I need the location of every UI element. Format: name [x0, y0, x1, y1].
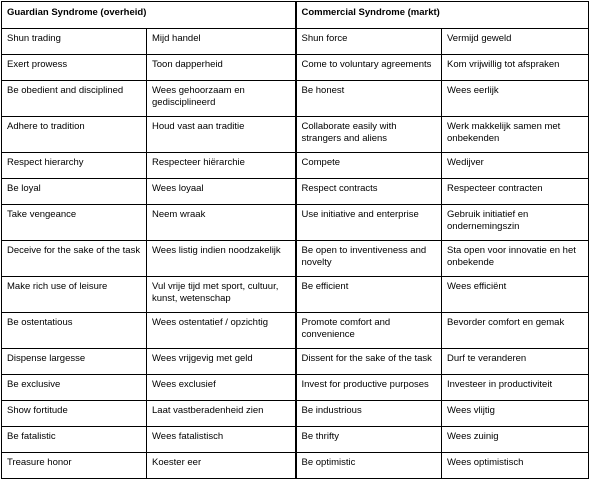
- table-row: [2, 375, 589, 401]
- guardian-dutch-cell: Vul vrije tijd met sport, cultuur, kunst, wetenschap: [147, 277, 296, 313]
- guardian-english-cell: Respect hierarchy: [2, 153, 147, 179]
- table-row: [2, 117, 589, 153]
- table-row: [2, 277, 589, 313]
- commercial-dutch-cell: Respecteer contracten: [442, 179, 589, 205]
- commercial-english-cell: Invest for productive purposes: [296, 375, 442, 401]
- guardian-dutch-cell: Toon dapperheid: [147, 55, 296, 81]
- table-row: [2, 153, 589, 179]
- guardian-dutch-cell: Respecteer hiërarchie: [147, 153, 296, 179]
- guardian-english-cell: Be obedient and disciplined: [2, 81, 147, 117]
- commercial-english-cell: Be industrious: [296, 401, 442, 427]
- commercial-english-cell: Dissent for the sake of the task: [296, 349, 442, 375]
- table-row: [2, 241, 589, 277]
- commercial-dutch-cell: Wedijver: [442, 153, 589, 179]
- table-row: [2, 205, 589, 241]
- table-row: [2, 349, 589, 375]
- commercial-english-cell: Come to voluntary agreements: [296, 55, 442, 81]
- table-row: [2, 313, 589, 349]
- commercial-english-cell: Shun force: [296, 29, 442, 55]
- table-row: [2, 179, 589, 205]
- table-row: [2, 55, 589, 81]
- guardian-dutch-cell: Wees gehoorzaam en gedisciplineerd: [147, 81, 296, 117]
- commercial-dutch-cell: Vermijd geweld: [442, 29, 589, 55]
- guardian-dutch-cell: Koester eer: [147, 453, 296, 479]
- commercial-english-cell: Be honest: [296, 81, 442, 117]
- guardian-dutch-cell: Wees loyaal: [147, 179, 296, 205]
- guardian-dutch-cell: Mijd handel: [147, 29, 296, 55]
- commercial-english-cell: Promote comfort and convenience: [296, 313, 442, 349]
- guardian-dutch-cell: Neem wraak: [147, 205, 296, 241]
- commercial-dutch-cell: Investeer in productiviteit: [442, 375, 589, 401]
- guardian-dutch-cell: Wees fatalistisch: [147, 427, 296, 453]
- commercial-dutch-cell: Wees optimistisch: [442, 453, 589, 479]
- guardian-english-cell: Take vengeance: [2, 205, 147, 241]
- commercial-dutch-cell: Wees efficiënt: [442, 277, 589, 313]
- table-row: [2, 29, 589, 55]
- guardian-english-cell: Be ostentatious: [2, 313, 147, 349]
- table-row: [2, 453, 589, 479]
- commercial-dutch-cell: Wees vlijtig: [442, 401, 589, 427]
- guardian-english-cell: Be exclusive: [2, 375, 147, 401]
- guardian-english-cell: Treasure honor: [2, 453, 147, 479]
- guardian-dutch-cell: Wees vrijgevig met geld: [147, 349, 296, 375]
- guardian-dutch-cell: Wees ostentatief / opzichtig: [147, 313, 296, 349]
- commercial-dutch-cell: Gebruik initiatief en ondernemingszin: [442, 205, 589, 241]
- commercial-english-cell: Compete: [296, 153, 442, 179]
- commercial-english-cell: Use initiative and enterprise: [296, 205, 442, 241]
- guardian-english-cell: Be fatalistic: [2, 427, 147, 453]
- commercial-english-cell: Collaborate easily with strangers and aliens: [296, 117, 442, 153]
- commercial-dutch-cell: Durf te veranderen: [442, 349, 589, 375]
- commercial-dutch-cell: Kom vrijwillig tot afspraken: [442, 55, 589, 81]
- commercial-english-cell: Be optimistic: [296, 453, 442, 479]
- guardian-english-cell: Make rich use of leisure: [2, 277, 147, 313]
- table-row: [2, 401, 589, 427]
- guardian-english-cell: Dispense largesse: [2, 349, 147, 375]
- commercial-dutch-cell: Werk makkelijk samen met onbekenden: [442, 117, 589, 153]
- commercial-english-cell: Be thrifty: [296, 427, 442, 453]
- commercial-dutch-cell: Sta open voor innovatie en het onbekende: [442, 241, 589, 277]
- guardian-english-cell: Be loyal: [2, 179, 147, 205]
- guardian-english-cell: Shun trading: [2, 29, 147, 55]
- guardian-english-cell: Deceive for the sake of the task: [2, 241, 147, 277]
- guardian-dutch-cell: Laat vastberadenheid zien: [147, 401, 296, 427]
- commercial-dutch-cell: Bevorder comfort en gemak: [442, 313, 589, 349]
- guardian-english-cell: Exert prowess: [2, 55, 147, 81]
- syndromes-table: [1, 1, 589, 479]
- table-row: [2, 81, 589, 117]
- guardian-dutch-cell: Wees listig indien noodzakelijk: [147, 241, 296, 277]
- guardian-dutch-cell: Wees exclusief: [147, 375, 296, 401]
- guardian-dutch-cell: Houd vast aan traditie: [147, 117, 296, 153]
- guardian-syndrome-header: Guardian Syndrome (overheid): [2, 2, 296, 29]
- guardian-english-cell: Adhere to tradition: [2, 117, 147, 153]
- guardian-english-cell: Show fortitude: [2, 401, 147, 427]
- commercial-dutch-cell: Wees eerlijk: [442, 81, 589, 117]
- table-header-row: [2, 2, 589, 29]
- commercial-syndrome-header: Commercial Syndrome (markt): [296, 2, 589, 29]
- commercial-english-cell: Be efficient: [296, 277, 442, 313]
- commercial-dutch-cell: Wees zuinig: [442, 427, 589, 453]
- commercial-english-cell: Be open to inventiveness and novelty: [296, 241, 442, 277]
- commercial-english-cell: Respect contracts: [296, 179, 442, 205]
